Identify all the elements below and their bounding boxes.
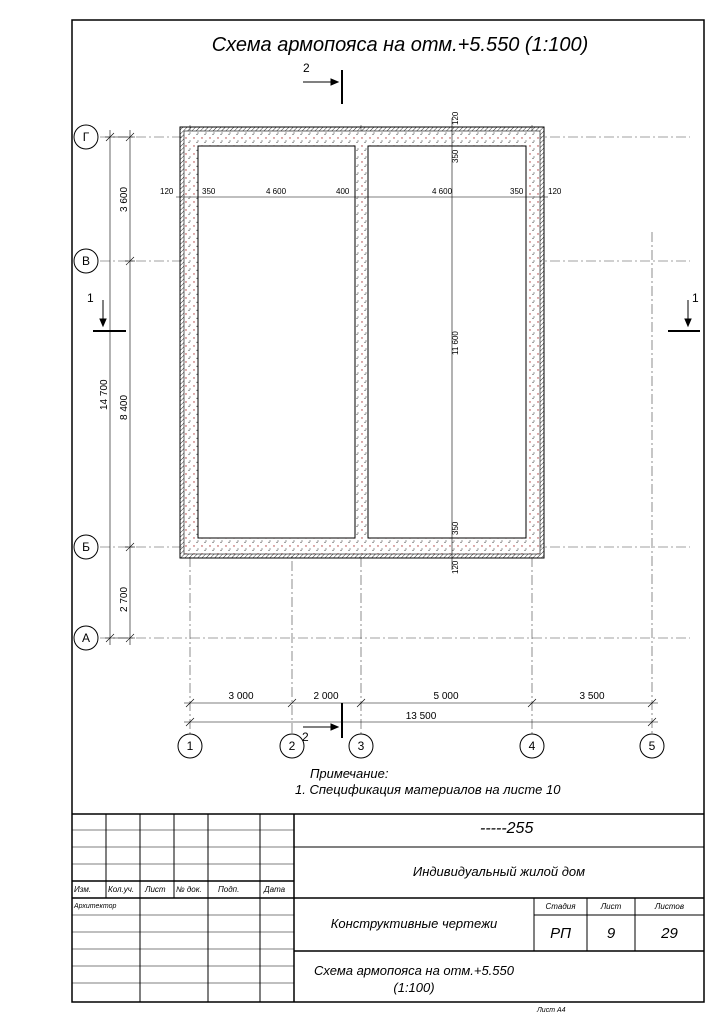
col-header-sign: Подп. xyxy=(218,885,240,894)
sheet-value: 9 xyxy=(606,925,616,942)
section-mark-bottom: 2 xyxy=(302,730,309,744)
section-mark-left: 1 xyxy=(87,291,94,305)
sheet-format: Лист А4 xyxy=(537,1007,566,1014)
dim-left-1: 3 600 xyxy=(119,186,130,212)
axis-row-label: В xyxy=(81,254,91,268)
col-header-date: Дата xyxy=(264,885,286,894)
section-name: Конструктивные чертежи xyxy=(330,916,498,931)
dim-inner-c: 4 600 xyxy=(266,187,287,196)
dim-bottom-total: 13 500 xyxy=(405,711,437,722)
dim-inner-a: 120 xyxy=(160,187,174,196)
dim-bottom-2: 2 000 xyxy=(313,691,339,702)
axis-col-label: 2 xyxy=(288,739,296,753)
dim-bottom-1: 3 000 xyxy=(228,691,254,702)
dim-inner-vbot1: 350 xyxy=(451,521,460,535)
dim-left-4: 2 700 xyxy=(119,586,130,612)
dim-left-2: 14 700 xyxy=(99,379,110,410)
axis-row-label: Б xyxy=(82,540,90,554)
dim-left-3: 8 400 xyxy=(119,394,130,420)
drawing-title: Схема армопояса на отм.+5.550 (1:100) xyxy=(211,34,589,56)
section-mark-top: 2 xyxy=(303,61,310,75)
axis-col-label: 4 xyxy=(528,739,536,753)
note-heading: Примечание: xyxy=(310,766,389,781)
sheet-title-2: (1:100) xyxy=(393,980,435,995)
sheet-title-1: Схема армопояса на отм.+5.550 xyxy=(314,963,514,978)
dim-inner-d: 400 xyxy=(336,187,350,196)
sheets-label: Листов xyxy=(654,902,685,911)
note-item: 1. Спецификация материалов на листе 10 xyxy=(295,782,561,797)
dim-inner-vtop2: 350 xyxy=(451,149,460,163)
stage-value: РП xyxy=(550,925,571,942)
axis-col-label: 3 xyxy=(357,739,365,753)
role-architect: Архитектор xyxy=(74,903,117,910)
dim-bottom-4: 3 500 xyxy=(579,691,605,702)
dim-inner-f: 350 xyxy=(510,187,524,196)
dim-inner-vmid: 11 600 xyxy=(451,331,460,355)
col-header-doc: № док. xyxy=(176,885,202,894)
project-code: -----255 xyxy=(480,820,534,837)
axis-col-label: 5 xyxy=(648,739,656,753)
axis-row-label: А xyxy=(81,631,91,645)
dim-inner-g: 120 xyxy=(548,187,562,196)
stage-label: Стадия xyxy=(545,902,576,911)
dim-inner-e: 4 600 xyxy=(432,187,453,196)
sheet-label: Лист xyxy=(600,902,622,911)
axis-row-label: Г xyxy=(82,130,90,144)
sheets-value: 29 xyxy=(661,925,678,942)
section-mark-right: 1 xyxy=(692,291,699,305)
col-header-sheet: Лист xyxy=(145,885,166,894)
ring-beam-plan xyxy=(180,127,544,558)
project-name: Индивидуальный жилой дом xyxy=(412,864,586,879)
dim-inner-vtop1: 120 xyxy=(451,111,460,125)
dim-inner-vbot2: 120 xyxy=(451,560,460,574)
axis-col-label: 1 xyxy=(186,739,194,753)
dim-inner-b: 350 xyxy=(202,187,216,196)
col-header-count: Кол.уч. xyxy=(108,885,135,894)
col-header-change: Изм. xyxy=(74,885,92,894)
dim-bottom-3: 5 000 xyxy=(433,691,459,702)
